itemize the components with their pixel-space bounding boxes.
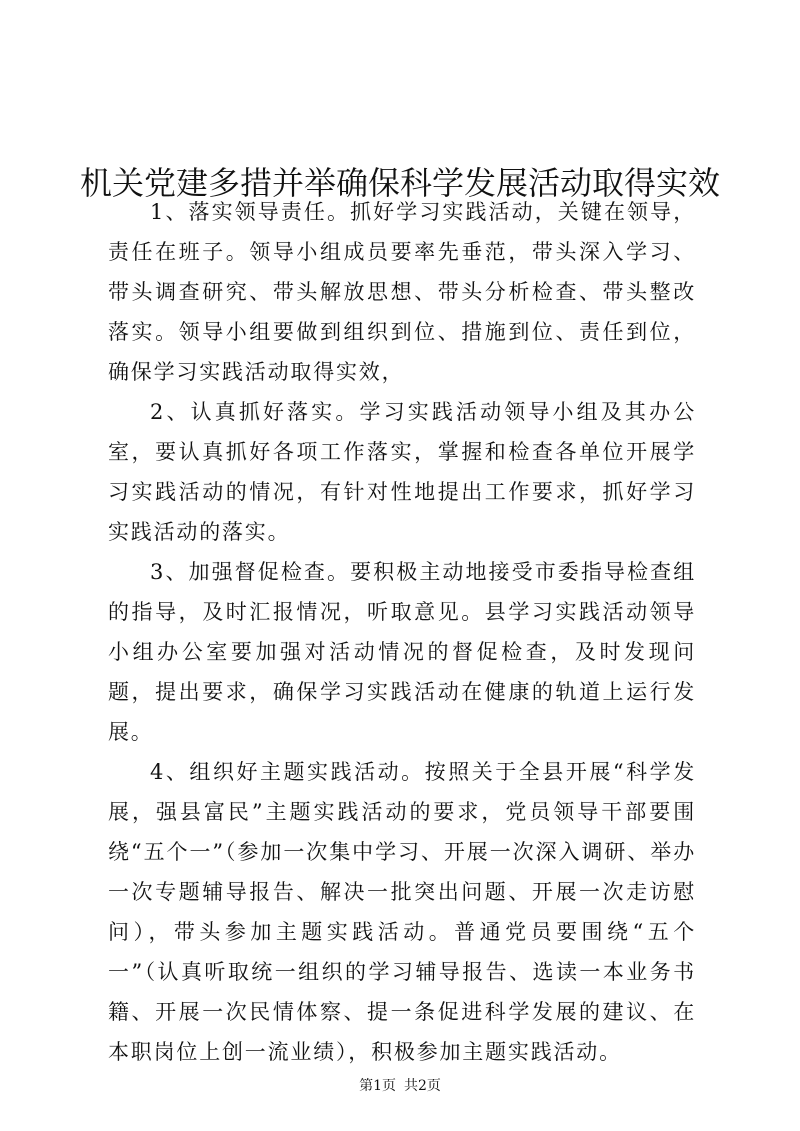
paragraph-2: 2、认真抓好落实。学习实践活动领导小组及其办公室，要认真抓好各项工作落实，掌握和检查各单位开展学习实践活动的情况，有针对性地提出工作要求，抓好学习实践活动的落实。 [108, 400, 696, 544]
page-number: 第1页 [359, 1078, 396, 1094]
paragraph-3: 3、加强督促检查。要积极主动地接受市委指导检查组的指导，及时汇报情况，听取意见。县学习实践活动领导小组办公室要加强对活动情况的督促检查，及时发现问题，提出要求，确保学习实践活动在健康的轨道上运行发展。 [108, 560, 696, 744]
paragraph-4: 4、组织好主题实践活动。按照关于全县开展“科学发展，强县富民”主题实践活动的要求，党员领导干部要围绕“五个一”（参加一次集中学习、开展一次深入调研、举办一次专题辅导报告、解决一批突出问题、开展一次走访慰问），带头参加主题实践活动。普通党员要围绕“五个一”（认真听取统一组织的学习辅导报告、选读一本业务书籍、开展一次民情体察、提一条促进科学发展的建议、在本职岗位上创一流业绩），积极参加主题实践活动。 [108, 760, 696, 1064]
document-body [108, 192, 696, 1072]
page-footer [0, 1076, 800, 1096]
paragraph-1: 1、落实领导责任。抓好学习实践活动，关键在领导，责任在班子。领导小组成员要率先垂范，带头深入学习、带头调查研究、带头解放思想、带头分析检查、带头整改落实。领导小组要做到组织到位、措施到位、责任到位，确保学习实践活动取得实效， [108, 200, 696, 384]
document-title: 机关党建多措并举确保科学发展活动取得实效 [79, 164, 720, 203]
page-total: 共2页 [404, 1078, 441, 1094]
